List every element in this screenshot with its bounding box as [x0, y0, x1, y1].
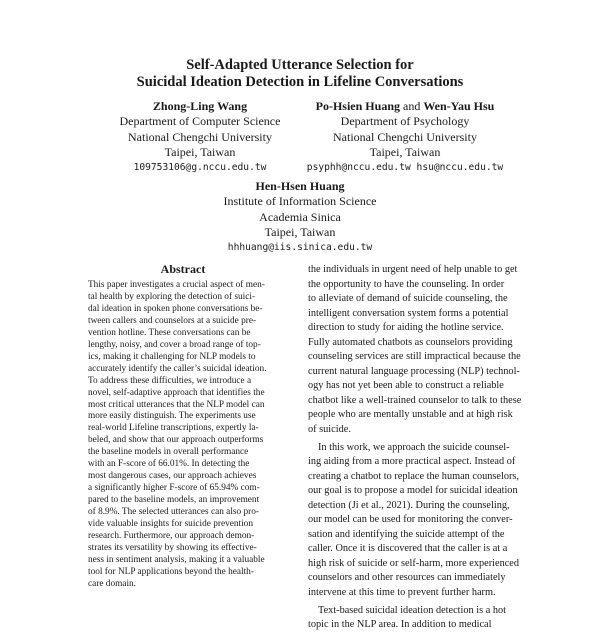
body-paragraph-1	[308, 263, 530, 438]
body-line: detection (Ji et al., 2021). During the counseling,	[308, 499, 510, 511]
body-line: our model can be used for monitoring the conver-	[308, 514, 513, 526]
abstract-line: novel, self-adaptive approach that identifies the	[88, 387, 265, 398]
author-affiliation-line: Institute of Information Science	[223, 194, 377, 209]
abstract-body	[88, 280, 278, 591]
body-line: ing aiding from a more practical aspect. Instead of	[308, 456, 516, 468]
paper-title	[0, 57, 600, 91]
author-conjunction: and	[403, 99, 421, 113]
abstract-line: beled, and show that our approach outperforms	[88, 435, 264, 446]
abstract-heading: Abstract	[160, 262, 206, 276]
author-email[interactable]: hhhuang@iis.sinica.edu.tw	[227, 242, 373, 254]
body-line: our goal is to propose a model for suicidal ideation	[308, 485, 518, 497]
body-line: sation and identifying the suicide attempt of the	[308, 528, 505, 540]
body-line: caller. Once it is discovered that the caller is at a	[308, 543, 508, 555]
abstract-line: care domain.	[88, 578, 137, 589]
abstract-line: more easily distinguish. The experiments use	[88, 411, 256, 422]
abstract-line: real-world Lifeline transcriptions, expertly la-	[88, 423, 259, 434]
body-line: the individuals in urgent need of help unable to get	[308, 264, 518, 275]
body-line: Fully automated chatbots as counselors providing	[308, 336, 513, 348]
body-line: direction to study for aiding the hotline service.	[308, 322, 504, 334]
author-affiliation-line: National Chengchi University	[333, 129, 477, 144]
author-name: Po-Hsien Huang	[315, 99, 400, 113]
author-email[interactable]: psyphh@nccu.edu.tw hsu@nccu.edu.tw	[306, 162, 504, 174]
abstract-line: pared to the baseline models, an improvement	[88, 495, 260, 506]
abstract-line: vention hotline. These conversations can be	[88, 327, 251, 338]
author-block-2	[285, 99, 525, 175]
abstract-line: with an F-score of 66.01%. In detecting the	[88, 459, 250, 470]
body-line: topic in the NLP area. In addition to medical	[308, 619, 492, 631]
abstract-line: research. Furthermore, our approach demon-	[88, 531, 255, 542]
body-line: people who are mentally unstable and at high risk	[308, 409, 513, 421]
body-line: current natural language processing (NLP) technol-	[308, 365, 520, 377]
abstract-line: lengthy, noisy, and cover a broad range of top-	[88, 339, 261, 350]
author-block-1	[95, 99, 305, 175]
author-affiliation-line: Taipei, Taiwan	[369, 144, 441, 159]
author-affiliation-line: Taipei, Taiwan	[164, 144, 236, 159]
body-line: the opportunity to have the counseling. In order	[308, 278, 505, 290]
abstract-line: vide valuable insights for suicide prevention	[88, 519, 253, 530]
abstract-line: strates its versatility by showing its effective-	[88, 542, 257, 553]
author-affiliation-line: Taipei, Taiwan	[264, 224, 336, 239]
body-line: ogy has not yet been able to construct a reliable	[308, 380, 504, 392]
abstract-line: of 8.9%. The selected utterances can also pro-	[88, 507, 259, 518]
abstract-line: most dangerous cases, our approach achieves	[88, 471, 257, 482]
author-affiliation-line: National Chengchi University	[128, 129, 272, 144]
body-line: counselors and other resources can immediately	[308, 572, 506, 584]
abstract-line: accurately identify the caller’s suicidal ideation.	[88, 363, 267, 374]
body-line: In this work, we approach the suicide counsel-	[318, 441, 510, 453]
abstract-line: ics, making it challenging for NLP models to	[88, 351, 256, 362]
title-line-2: Suicidal Ideation Detection in Lifeline Conversations	[136, 74, 464, 90]
author-name-2: Wen-Yau Hsu	[423, 99, 495, 113]
abstract-line: tool for NLP applications beyond the health-	[88, 566, 254, 577]
body-line: intelligent conversation system forms a potential	[308, 307, 509, 319]
body-line: of suicide.	[308, 424, 351, 436]
body-line: to alleviate of demand of suicide counseling, the	[308, 293, 508, 305]
abstract-line: tal health by exploring the detection of suici-	[88, 291, 256, 302]
body-line: high risk of suicide or self-harm, more experienced	[308, 557, 520, 569]
title-line-1: Self-Adapted Utterance Selection for	[186, 57, 414, 73]
author-affiliation-line: Department of Computer Science	[119, 114, 281, 129]
author-email[interactable]: 109753106@g.nccu.edu.tw	[133, 162, 267, 174]
author-affiliation-line: Academia Sinica	[259, 209, 341, 224]
body-line: Text-based suicidal ideation detection is a hot	[318, 604, 506, 616]
abstract-line: the baseline models in overall performance	[88, 447, 249, 458]
abstract-line: a significantly higher F-score of 65.94% com-	[88, 483, 260, 494]
abstract-line: most critical utterances that the NLP model can	[88, 399, 265, 410]
abstract-line: This paper investigates a crucial aspect of men-	[88, 280, 265, 290]
body-paragraph-2	[308, 441, 530, 601]
body-line: creating a chatbot to replace the human counselors,	[308, 470, 520, 482]
abstract-line: ness in sentiment analysis, making it a valuable	[88, 554, 265, 565]
body-line: chatbot like a well-trained counselor to talk to these	[308, 394, 522, 406]
abstract-line: dal ideation in spoken phone conversations be-	[88, 303, 263, 314]
body-line: counseling services are still impractical because the	[308, 351, 521, 363]
body-line: intervene at this time to prevent further harm.	[308, 587, 496, 599]
author-name: Hen-Hsen Huang	[255, 179, 345, 193]
body-column-right	[308, 263, 530, 636]
author-name: Zhong-Ling Wang	[152, 99, 248, 113]
abstract-line: tween callers and counselors at a suicide pre-	[88, 315, 257, 326]
author-affiliation-line: Department of Psychology	[340, 114, 470, 129]
author-block-3	[180, 179, 420, 255]
body-paragraph-3	[308, 604, 530, 633]
abstract-line: To address these difficulties, we introduce a	[88, 375, 252, 386]
